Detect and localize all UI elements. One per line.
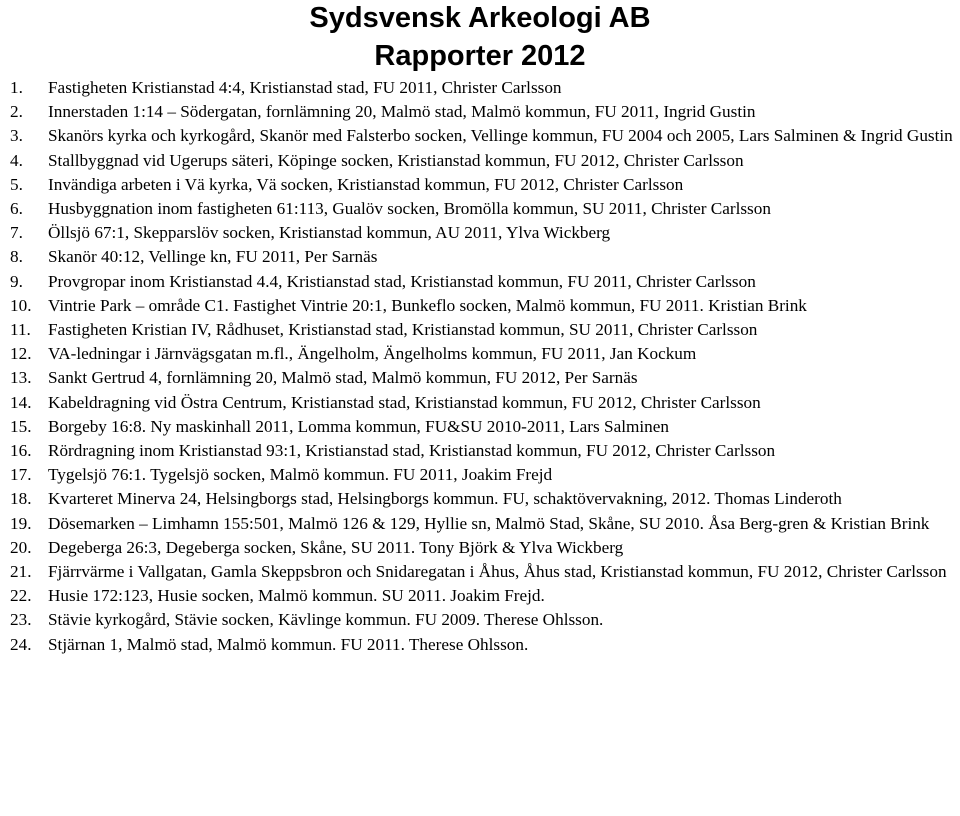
report-item-text: Degeberga 26:3, Degeberga socken, Skåne, SU 2011. Tony Björk & Ylva Wickberg — [48, 537, 624, 557]
report-item-text: Sankt Gertrud 4, fornlämning 20, Malmö stad, Malmö kommun, FU 2012, Per Sarnäs — [48, 368, 638, 388]
report-item-number: 12. — [10, 344, 32, 364]
report-list-item — [0, 415, 960, 439]
report-item-number: 22. — [10, 586, 32, 606]
document-title: Sydsvensk Arkeologi AB — [309, 2, 651, 34]
report-item-text: Fastigheten Kristianstad 4:4, Kristianstad stad, FU 2011, Christer Carlsson — [48, 78, 562, 97]
report-item-text: Dösemarken – Limhamn 155:501, Malmö 126 & 129, Hyllie sn, Malmö Stad, Skåne, SU 2010. Åsa Berg-gren & Kristian Brink — [48, 513, 930, 533]
report-item-number: 19. — [10, 513, 32, 533]
report-item-text: Husbyggnation inom fastigheten 61:113, Gualöv socken, Bromölla kommun, SU 2011, Christer Carlsson — [48, 199, 771, 219]
report-item-text: Tygelsjö 76:1. Tygelsjö socken, Malmö kommun. FU 2011, Joakim Frejd — [48, 465, 553, 485]
report-item-text: Stjärnan 1, Malmö stad, Malmö kommun. FU 2011. Therese Ohlsson. — [48, 634, 529, 654]
report-item-number: 5. — [10, 174, 23, 194]
report-list-item — [0, 100, 960, 124]
report-item-text: Husie 172:123, Husie socken, Malmö kommun. SU 2011. Joakim Frejd. — [48, 586, 545, 606]
report-list-item — [0, 221, 960, 245]
report-list-item — [0, 463, 960, 487]
report-item-number: 9. — [10, 271, 23, 291]
report-item-number: 17. — [10, 465, 32, 485]
report-list-item — [0, 512, 960, 536]
report-item-text: Stävie kyrkogård, Stävie socken, Kävlinge kommun. FU 2009. Therese Ohlsson. — [48, 610, 604, 630]
report-item-number: 14. — [10, 392, 32, 412]
report-list-item — [0, 633, 960, 657]
report-item-number: 16. — [10, 441, 32, 461]
report-item-number: 21. — [10, 562, 32, 582]
document-subtitle: Rapporter 2012 — [374, 40, 586, 72]
report-item-number: 13. — [10, 368, 32, 388]
report-item-text: Öllsjö 67:1, Skepparslöv socken, Kristianstad kommun, AU 2011, Ylva Wickberg — [48, 223, 611, 243]
document-header — [0, 0, 960, 76]
report-list-item — [0, 536, 960, 560]
report-list-item — [0, 342, 960, 366]
report-item-text: Skanörs kyrka och kyrkogård, Skanör med Falsterbo socken, Vellinge kommun, FU 2004 och 2005, Lars Salminen & Ingrid Gustin — [48, 126, 953, 146]
report-list-item — [0, 173, 960, 197]
report-item-text: Provgropar inom Kristianstad 4.4, Kristianstad stad, Kristianstad kommun, FU 2011, Christer Carlsson — [48, 271, 756, 291]
report-list-item — [0, 608, 960, 632]
report-item-text: Kabeldragning vid Östra Centrum, Kristianstad stad, Kristianstad kommun, FU 2012, Christer Carlsson — [48, 392, 761, 412]
report-item-number: 23. — [10, 610, 32, 630]
report-item-number: 18. — [10, 489, 32, 509]
report-list-item — [0, 584, 960, 608]
report-item-number: 15. — [10, 416, 32, 436]
report-item-text: Borgeby 16:8. Ny maskinhall 2011, Lomma kommun, FU&SU 2010-2011, Lars Salminen — [48, 416, 669, 436]
report-item-number: 2. — [10, 102, 23, 122]
report-list-item — [0, 124, 960, 148]
report-list-item — [0, 560, 960, 584]
report-list-item — [0, 149, 960, 173]
report-item-text: Skanör 40:12, Vellinge kn, FU 2011, Per Sarnäs — [48, 247, 378, 267]
report-list — [0, 76, 960, 657]
report-list-item — [0, 487, 960, 511]
report-item-number: 3. — [10, 126, 23, 146]
report-item-text: Innerstaden 1:14 – Södergatan, fornlämning 20, Malmö stad, Malmö kommun, FU 2011, Ingrid Gustin — [48, 102, 756, 122]
report-item-number: 10. — [10, 295, 32, 315]
report-list-item — [0, 76, 960, 100]
report-list-item — [0, 439, 960, 463]
report-item-number: 8. — [10, 247, 23, 267]
report-item-number: 11. — [10, 320, 31, 340]
report-list-item — [0, 294, 960, 318]
report-item-text: Fjärrvärme i Vallgatan, Gamla Skeppsbron och Snidaregatan i Åhus, Åhus stad, Kristianstad kommun, FU 2012, Christer Carlsson — [48, 562, 947, 582]
report-item-number: 6. — [10, 199, 23, 219]
report-item-text: Stallbyggnad vid Ugerups säteri, Köpinge socken, Kristianstad kommun, FU 2012, Christer Carlsson — [48, 150, 744, 170]
report-list-item — [0, 197, 960, 221]
report-list-item — [0, 318, 960, 342]
report-item-number: 24. — [10, 634, 32, 654]
report-item-number: 4. — [10, 150, 23, 170]
report-item-number: 1. — [10, 78, 23, 97]
report-item-text: VA-ledningar i Järnvägsgatan m.fl., Ängelholm, Ängelholms kommun, FU 2011, Jan Kockum — [48, 344, 697, 364]
report-item-text: Invändiga arbeten i Vä kyrka, Vä socken, Kristianstad kommun, FU 2012, Christer Carlsson — [48, 174, 684, 194]
report-item-number: 7. — [10, 223, 23, 243]
report-item-number: 20. — [10, 537, 32, 557]
report-list-item — [0, 366, 960, 390]
report-list-item — [0, 270, 960, 294]
report-item-text: Fastigheten Kristian IV, Rådhuset, Kristianstad stad, Kristianstad kommun, SU 2011, Christer Carlsson — [48, 320, 758, 340]
report-list-item — [0, 391, 960, 415]
report-item-text: Kvarteret Minerva 24, Helsingborgs stad, Helsingborgs kommun. FU, schaktövervakning, 2012. Thomas Linderoth — [48, 489, 842, 509]
report-item-text: Rördragning inom Kristianstad 93:1, Kristianstad stad, Kristianstad kommun, FU 2012, Christer Carlsson — [48, 441, 776, 461]
report-item-text: Vintrie Park – område C1. Fastighet Vintrie 20:1, Bunkeflo socken, Malmö kommun, FU 2011. Kristian Brink — [48, 295, 807, 315]
report-list-item — [0, 245, 960, 269]
